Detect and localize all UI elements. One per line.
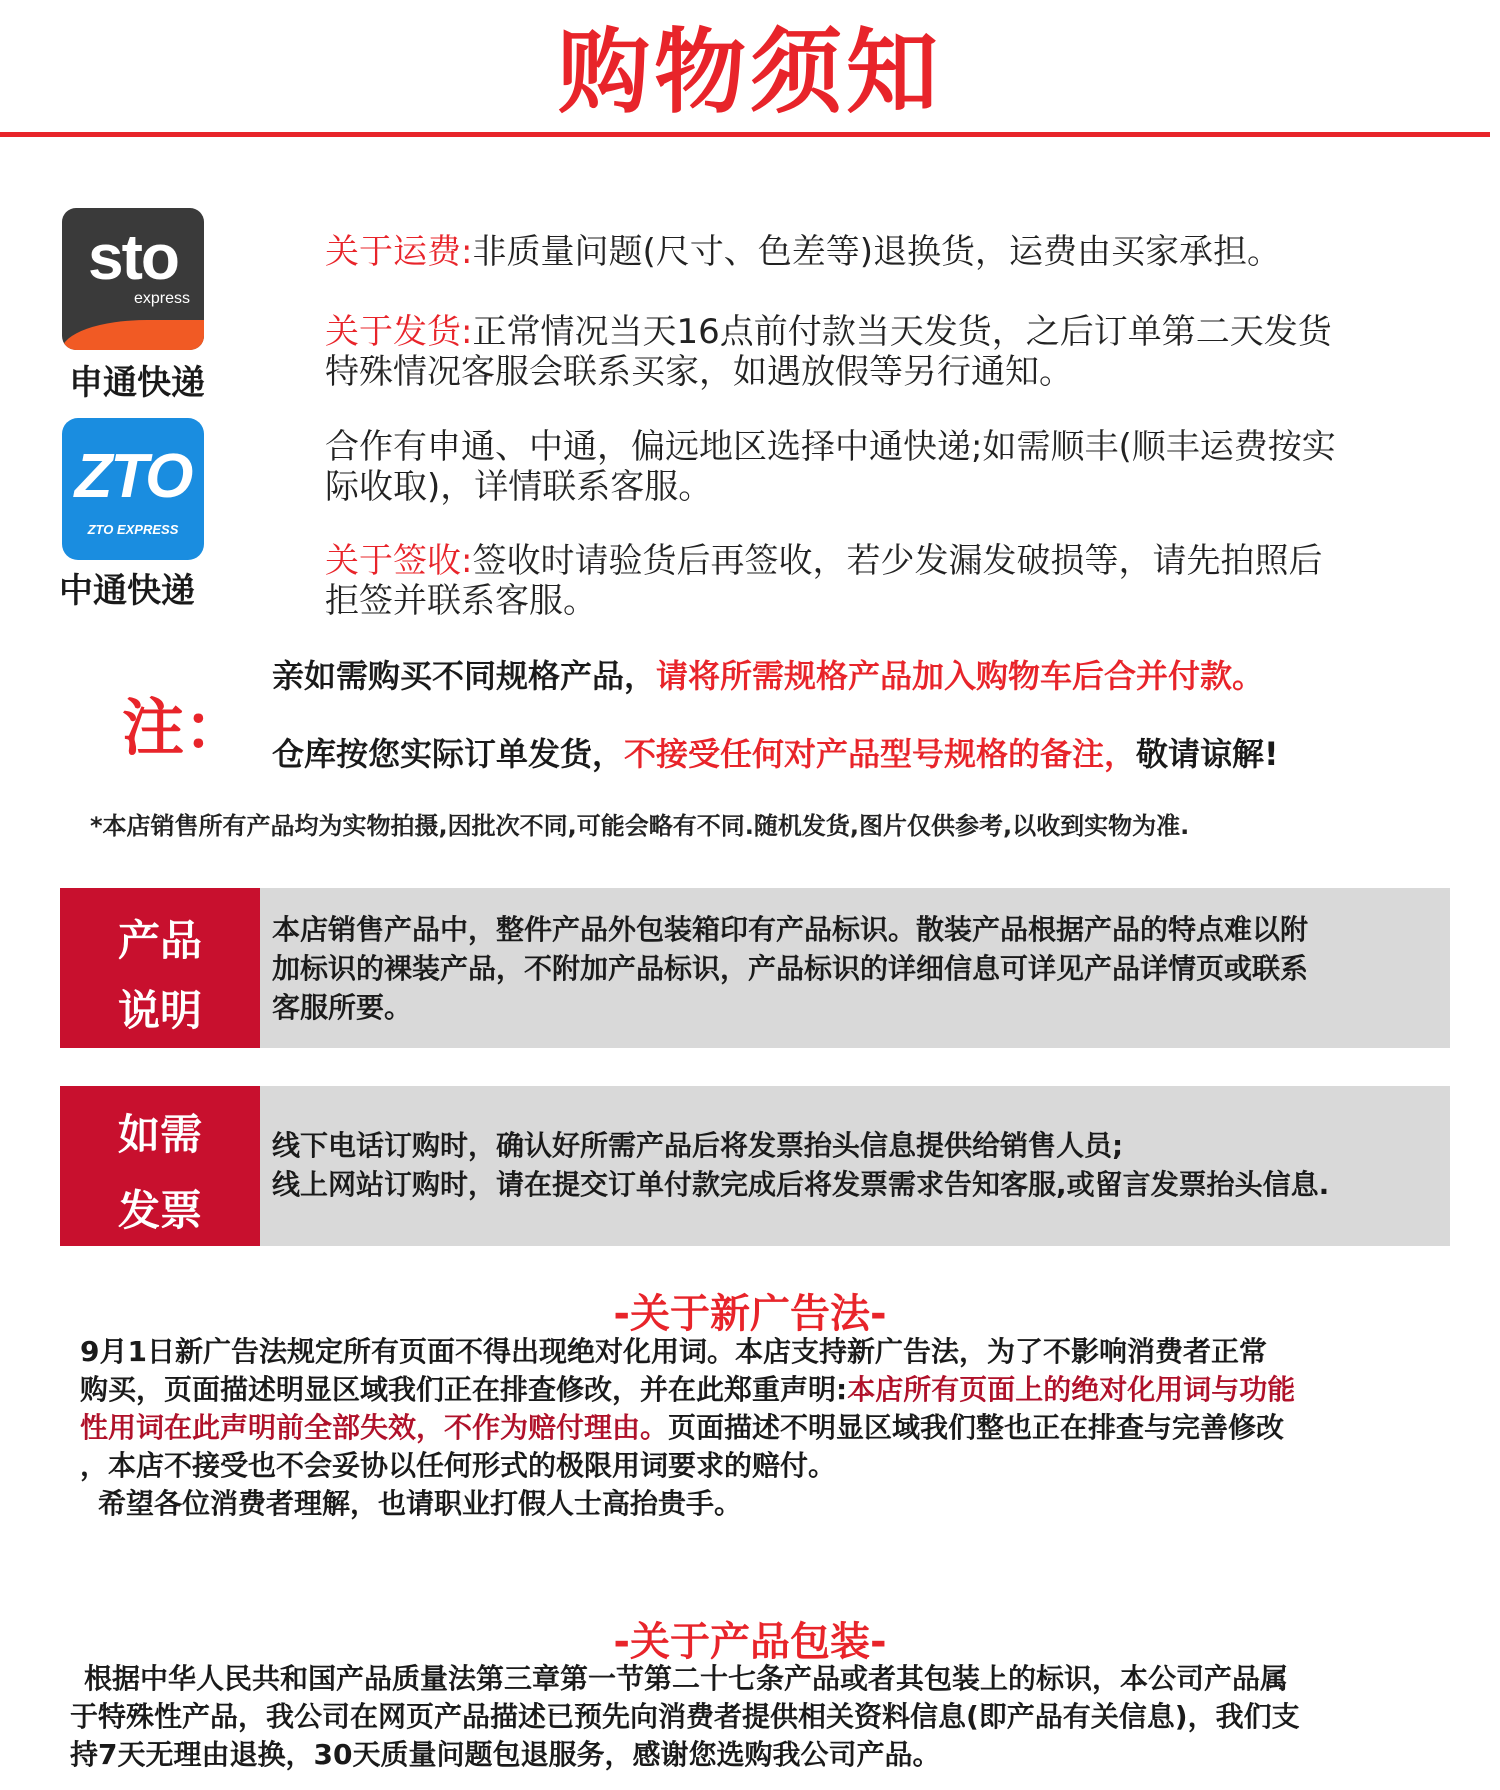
shipping-text-2: 特殊情况客服会联系买家，如遇放假等另行通知。 — [325, 352, 1073, 392]
sto-logo-subtext: express — [133, 290, 190, 307]
packaging-line-1: 根据中华人民共和国产品质量法第三章第一节第二十七条产品或者其包装上的标识，本公司产品属 — [84, 1662, 1289, 1695]
product-description-body — [260, 888, 1450, 1048]
note-line-2-text: 仓库按您实际订单发货， — [272, 735, 625, 773]
product-description-box — [60, 888, 1450, 1048]
invoice-label-line-2: 发票 — [117, 1186, 202, 1235]
invoice-body — [260, 1086, 1450, 1246]
note-line-2-highlight: 不接受任何对产品型号规格的备注， — [624, 735, 1137, 773]
courier-text-2: 际收取)，详情联系客服。 — [325, 467, 713, 507]
product-label-line-1: 产品 — [117, 916, 202, 965]
invoice-line-2: 线上网站订购时，请在提交订单付款完成后将发票需求告知客服,或留言发票抬头信息. — [272, 1168, 1330, 1201]
packaging-line-2: 于特殊性产品，我公司在网页产品描述已预先向消费者提供相关资料信息(即产品有关信息)，我们支 — [70, 1700, 1300, 1733]
note-line-1 — [272, 656, 1472, 696]
photo-disclaimer: *本店销售所有产品均为实物拍摄,因批次不同,可能会略有不同.随机发货,图片仅供参考,以收到实物为准. — [90, 812, 1190, 840]
note-line-1-highlight: 请将所需规格产品加入购物车后合并付款。 — [656, 657, 1265, 695]
product-desc-line-2: 加标识的裸装产品，不附加产品标识，产品标识的详细信息可详见产品详情页或联系 — [272, 952, 1309, 985]
invoice-box — [60, 1086, 1450, 1246]
sto-logo-band — [62, 320, 204, 350]
shipping-text-1: 正常情况当天16点前付款当天发货，之后订单第二天发货 — [472, 312, 1332, 352]
zto-logo-subtext: ZTO EXPRESS — [87, 522, 179, 537]
zto-logo-text: ZTO — [74, 442, 192, 511]
signing-text-2: 拒签并联系客服。 — [325, 581, 597, 621]
product-desc-line-3: 客服所要。 — [272, 991, 413, 1024]
ad-law-line-3-highlight: 性用词在此声明前全部失效，不作为赔付理由。 — [80, 1411, 669, 1444]
ad-law-line-2-highlight: 本店所有页面上的绝对化用词与功能 — [847, 1373, 1296, 1406]
ad-law-line-1: 9月1日新广告法规定所有页面不得出现绝对化用词。本店支持新广告法，为了不影响消费者正常 — [80, 1335, 1267, 1368]
signing-heading: 关于签收: — [325, 541, 473, 581]
courier-notice — [325, 427, 1455, 507]
ad-law-line-4: ，本店不接受也不会妥协以任何形式的极限用词要求的赔付。 — [80, 1449, 837, 1482]
ad-law-paragraph — [80, 1333, 1460, 1523]
zto-label: 中通快递 — [59, 571, 195, 611]
invoice-line-1: 线下电话订购时，确认好所需产品后将发票抬头信息提供给销售人员; — [272, 1129, 1124, 1162]
signing-text-1: 签收时请验货后再签收，若少发漏发破损等，请先拍照后 — [472, 541, 1323, 581]
freight-heading: 关于运费: — [325, 232, 473, 272]
product-desc-line-1: 本店销售产品中，整件产品外包装箱印有产品标识。散装产品根据产品的特点难以附 — [272, 913, 1309, 946]
invoice-label-line-1: 如需 — [117, 1110, 202, 1159]
note-line-2-end: 敬请谅解! — [1136, 735, 1279, 773]
note-mark: 注： — [122, 691, 247, 764]
note-line-2 — [272, 734, 1472, 774]
freight-text: 非质量问题(尺寸、色差等)退换货，运费由买家承担。 — [472, 232, 1281, 272]
shipping-heading: 关于发货: — [325, 312, 473, 352]
product-description-label — [60, 888, 260, 1048]
invoice-label — [60, 1086, 260, 1246]
packaging-paragraph — [70, 1660, 1450, 1774]
ad-law-line-2: 购买，页面描述明显区域我们正在排查修改，并在此郑重声明: — [80, 1373, 848, 1406]
signing-notice — [325, 541, 1455, 621]
sto-express-logo — [62, 208, 204, 350]
ad-law-line-5: 希望各位消费者理解，也请职业打假人士高抬贵手。 — [98, 1487, 743, 1520]
shipping-notice — [325, 312, 1455, 392]
courier-text-1: 合作有申通、中通，偏远地区选择中通快递;如需顺丰(顺丰运费按实 — [325, 427, 1336, 467]
page-title: 购物须知 — [557, 19, 942, 126]
title-divider — [0, 132, 1490, 137]
ad-law-line-3: 页面描述不明显区域我们整也正在排查与完善修改 — [668, 1411, 1285, 1444]
sto-logo-text: sto — [88, 221, 178, 293]
note-line-1-text: 亲如需购买不同规格产品， — [272, 657, 657, 695]
packaging-line-3: 持7天无理由退换，30天质量问题包退服务，感谢您选购我公司产品。 — [70, 1738, 941, 1771]
product-label-line-2: 说明 — [117, 986, 202, 1035]
packaging-heading: -关于产品包装- — [613, 1619, 887, 1665]
sto-label: 申通快递 — [69, 363, 205, 403]
freight-notice — [325, 232, 1455, 272]
ad-law-heading: -关于新广告法- — [613, 1291, 887, 1337]
zto-express-logo — [62, 418, 204, 560]
